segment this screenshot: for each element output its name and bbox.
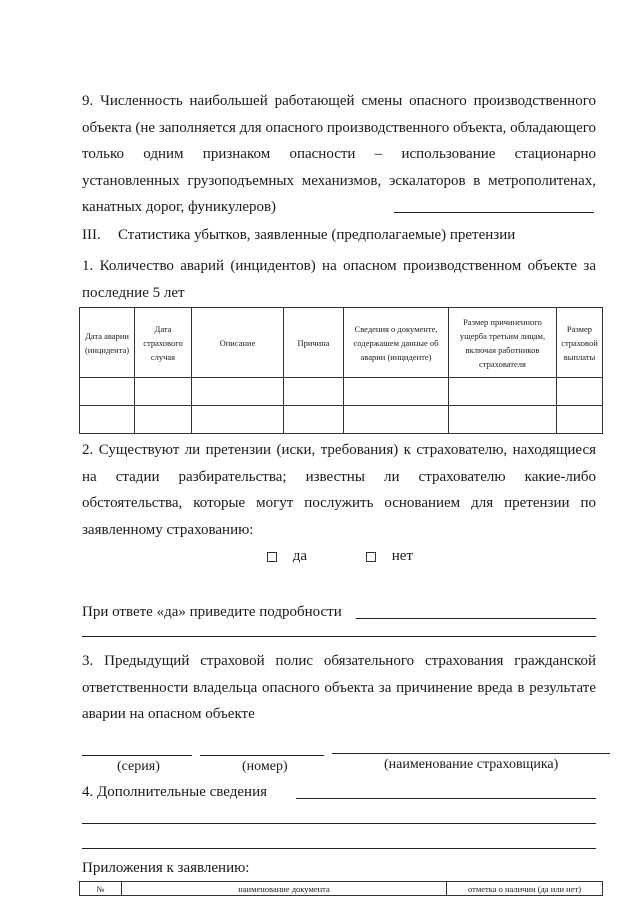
section9-answer-line[interactable] — [394, 212, 594, 213]
table-header-row — [80, 308, 603, 378]
number-caption: (номер) — [242, 759, 288, 774]
table-cell[interactable] — [135, 378, 192, 406]
item2-paragraph: 2. Существуют ли претензии (иски, требования) к страхователю, находящиеся на стадии разбирательства; известны ли страхователю какие-либо обстоятельства, которые могут послужить основанием для претензии по заявленному страхованию: — [82, 442, 596, 538]
section9-paragraph: 9. Численность наибольшей работающей смены опасного производственного объекта (не заполняется для опасного производственного объекта, обладающего только одним признаком опасности – использование стационарно установленных грузоподъемных механизмов, эскалаторов в метрополитенах, канатных дорог, фуникулеров) — [82, 93, 596, 215]
details-line-2[interactable] — [82, 636, 596, 637]
col-insured-event-date: Дата страхового случая — [135, 308, 192, 378]
item1-paragraph: 1. Количество аварий (инцидентов) на опасном производственном объекте за последние 5 лет — [82, 258, 596, 301]
policy-number-line[interactable] — [200, 755, 324, 756]
table-cell[interactable] — [284, 378, 344, 406]
table-row — [80, 406, 603, 434]
item3-paragraph: 3. Предыдущий страховой полис обязательного страхования гражданской ответственности владельца опасного объекта за причинение вреда в результате аварии на опасном объекте — [82, 653, 596, 722]
col-document-name: наименование документа — [122, 882, 447, 896]
no-checkbox[interactable] — [366, 552, 376, 562]
no-label: нет — [391, 548, 413, 564]
table-cell[interactable] — [192, 406, 284, 434]
col-cause: Причина — [284, 308, 344, 378]
col-accident-date: Дата аварии (инцидента) — [80, 308, 135, 378]
table-cell[interactable] — [284, 406, 344, 434]
option-yes[interactable] — [267, 548, 307, 565]
table-cell[interactable] — [449, 378, 557, 406]
item4-label: 4. Дополнительные сведения — [82, 784, 268, 800]
col-availability: отметка о наличии (да или нет) — [447, 882, 603, 896]
section3-heading: Статистика убытков, заявленные (предполагаемые) претензии — [118, 227, 516, 243]
table-cell[interactable] — [80, 378, 135, 406]
table-cell[interactable] — [449, 406, 557, 434]
details-label: При ответе «да» приведите подробности — [82, 604, 342, 620]
additional-info-line-3[interactable] — [82, 848, 596, 849]
yes-label: да — [292, 548, 308, 564]
table-cell[interactable] — [557, 378, 603, 406]
additional-info-line-1[interactable] — [296, 798, 596, 799]
col-document-info: Сведения о документе, содержашем данные об аварии (инциденте) — [344, 308, 449, 378]
attachments-table — [79, 881, 603, 896]
attachments-title: Приложения к заявлению: — [82, 860, 250, 876]
table-cell[interactable] — [557, 406, 603, 434]
col-damage-amount: Размер причиненного ущерба третьим лицам, включая работников страхователя — [449, 308, 557, 378]
additional-info-line-2[interactable] — [82, 823, 596, 824]
accident-stats-table — [79, 307, 603, 434]
policy-series-line[interactable] — [82, 755, 192, 756]
col-description: Описание — [192, 308, 284, 378]
table-cell[interactable] — [135, 406, 192, 434]
col-number: № — [80, 882, 122, 896]
table-cell[interactable] — [80, 406, 135, 434]
yes-checkbox[interactable] — [267, 552, 277, 562]
table-row — [80, 378, 603, 406]
option-no[interactable] — [366, 548, 413, 565]
insurer-caption: (наименование страховщика) — [384, 757, 559, 772]
table-cell[interactable] — [344, 378, 449, 406]
table-cell[interactable] — [192, 378, 284, 406]
attachments-header-row — [80, 882, 603, 896]
col-payout-amount: Размер страховой выплаты — [557, 308, 603, 378]
table-cell[interactable] — [344, 406, 449, 434]
insurer-name-line[interactable] — [332, 753, 610, 754]
details-line-1[interactable] — [356, 618, 596, 619]
section3-number: III. — [82, 227, 101, 243]
series-caption: (серия) — [117, 759, 160, 774]
